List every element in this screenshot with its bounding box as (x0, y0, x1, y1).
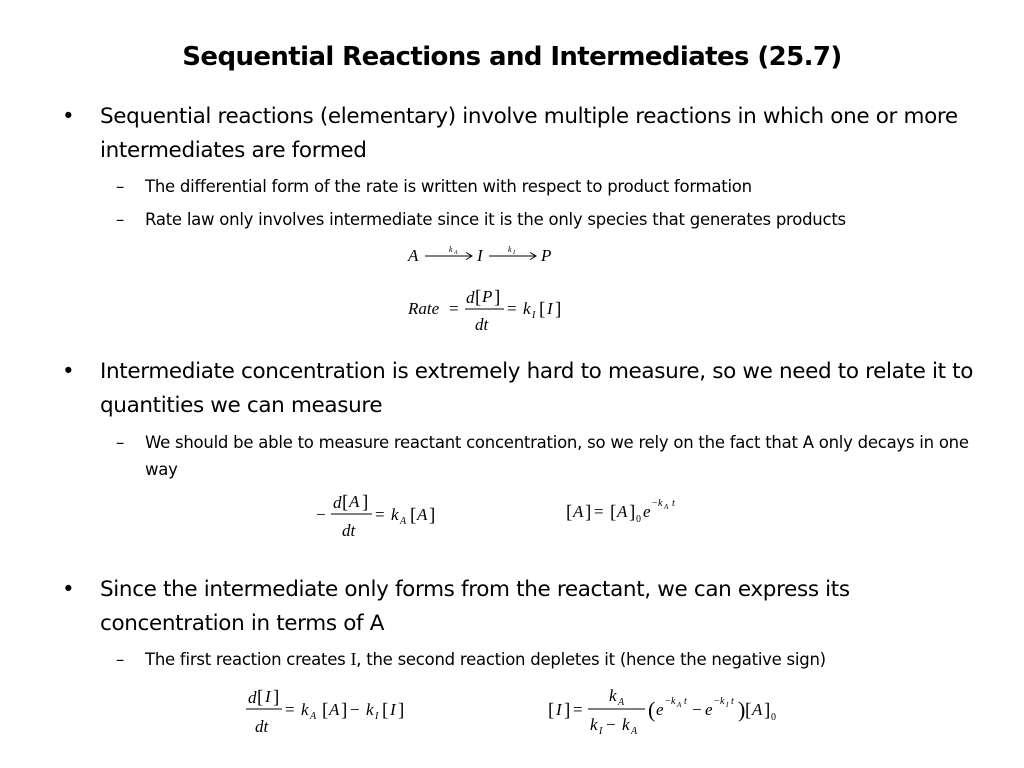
svg-text:): ) (738, 697, 746, 722)
svg-text:−: − (665, 696, 671, 707)
svg-text:k: k (523, 299, 531, 318)
svg-text:A: A (408, 246, 419, 265)
svg-text:]: ] (564, 700, 571, 721)
svg-text:]: ] (629, 502, 636, 523)
bullet-3-sub-1 (116, 646, 975, 673)
svg-text:−: − (652, 498, 658, 509)
svg-text:A: A (677, 701, 682, 709)
svg-text:[: [ (745, 700, 752, 721)
svg-text:−: − (606, 715, 616, 734)
svg-text:]: ] (362, 492, 369, 513)
svg-text:[: [ (382, 700, 389, 721)
bullet-1-sub-2-text: Rate law only involves intermediate since it is the only species that generates products (145, 210, 846, 229)
bullet-3-sub-1-text (145, 646, 975, 673)
svg-text:=: = (594, 502, 604, 521)
svg-text:[: [ (257, 687, 264, 708)
rate-law-equation (408, 282, 578, 336)
svg-text:[: [ (475, 287, 482, 308)
svg-text:=: = (285, 700, 295, 719)
svg-text:[: [ (322, 700, 329, 721)
svg-text:d: d (333, 493, 342, 512)
svg-text:P: P (541, 246, 552, 265)
bullet-1 (62, 100, 980, 168)
svg-text:−: − (350, 700, 360, 719)
sub-dash: – (116, 210, 124, 229)
svg-text:k: k (366, 700, 374, 719)
svg-text:[: [ (566, 502, 573, 523)
bullet-3-text: Since the intermediate only forms from the reactant, we can express its concentration in terms of A (100, 577, 850, 636)
svg-text:[: [ (539, 299, 546, 320)
svg-text:[: [ (410, 505, 417, 526)
sub-dash: – (116, 650, 124, 669)
svg-text:A: A (631, 726, 638, 737)
svg-text:d: d (248, 688, 257, 707)
svg-text:]: ] (429, 505, 436, 526)
svg-text:dt: dt (255, 717, 269, 736)
svg-text:P: P (482, 287, 493, 306)
svg-text:A: A (454, 250, 458, 256)
svg-text:A: A (573, 502, 584, 521)
svg-text:[: [ (548, 700, 555, 721)
intermediate-rate-equation (246, 682, 416, 740)
svg-text:t: t (684, 696, 687, 707)
intermediate-solution-equation (548, 682, 788, 740)
svg-text:=: = (449, 299, 459, 318)
svg-text:A: A (329, 700, 340, 719)
svg-text:A: A (664, 503, 669, 511)
svg-text:e: e (705, 700, 713, 719)
svg-text:dt: dt (342, 521, 356, 540)
sub-text-before: The first reaction creates (145, 650, 351, 669)
svg-text:A: A (617, 502, 628, 521)
svg-text:−: − (714, 696, 720, 707)
svg-text:=: = (375, 505, 385, 524)
bullet-2-text: Intermediate concentration is extremely hard to measure, so we need to relate it to quantities we can measure (100, 359, 974, 418)
svg-text:I: I (532, 310, 536, 321)
svg-text:]: ] (398, 700, 405, 721)
svg-text:I: I (599, 726, 603, 737)
svg-text:[: [ (342, 492, 349, 513)
bullet-1-text: Sequential reactions (elementary) involve multiple reactions in which one or more intermediates are formed (100, 104, 958, 163)
svg-text:t: t (672, 498, 675, 509)
svg-text:t: t (731, 696, 734, 707)
svg-text:A: A (310, 711, 317, 722)
svg-text:−: − (316, 505, 326, 524)
bullet-dot: • (62, 577, 75, 602)
svg-text:k: k (658, 498, 663, 509)
svg-text:=: = (507, 299, 517, 318)
svg-text:A: A (752, 700, 763, 719)
reaction-scheme-equation (405, 238, 565, 268)
svg-text:A: A (349, 492, 360, 511)
svg-text:I: I (513, 250, 515, 256)
bullet-dot: • (62, 359, 75, 384)
svg-text:]: ] (494, 287, 501, 308)
bullet-1-sub-1-text: The differential form of the rate is written with respect to product formation (145, 177, 752, 196)
svg-text:I: I (390, 700, 396, 719)
bullet-2-sub-1-text: We should be able to measure reactant concentration, so we rely on the fact that A only decays in one way (145, 433, 969, 479)
sub-dash: – (116, 433, 124, 452)
svg-text:e: e (643, 502, 651, 521)
bullet-3 (62, 573, 980, 641)
intermediate-symbol: I (350, 649, 357, 669)
svg-text:I: I (265, 687, 271, 706)
svg-text:]: ] (585, 502, 592, 523)
sub-text-after: , the second reaction depletes it (hence the negative sign) (356, 650, 826, 669)
svg-text:A: A (400, 516, 407, 527)
svg-text:k: k (391, 505, 399, 524)
svg-text:]: ] (341, 700, 348, 721)
svg-text:k: k (449, 245, 453, 254)
svg-text:[: [ (610, 502, 617, 523)
svg-text:dt: dt (475, 315, 489, 334)
bullet-1-sub-2 (116, 206, 975, 233)
slide-title: Sequential Reactions and Intermediates (25.7) (182, 42, 842, 72)
svg-text:A: A (417, 505, 428, 524)
svg-text:Rate: Rate (408, 299, 440, 318)
svg-text:]: ] (273, 687, 280, 708)
svg-text:]: ] (764, 700, 771, 721)
bullet-1-sub-1 (116, 173, 975, 200)
svg-text:k: k (301, 700, 309, 719)
svg-text:(: ( (648, 697, 656, 722)
svg-text:0: 0 (636, 514, 641, 525)
svg-text:d: d (466, 288, 475, 307)
svg-text:A: A (618, 697, 625, 708)
sub-dash: – (116, 177, 124, 196)
bullet-dot: • (62, 104, 75, 129)
svg-text:I: I (726, 701, 729, 709)
svg-text:k: k (508, 245, 512, 254)
decay-rate-equation (316, 487, 456, 543)
decay-solution-equation (566, 494, 696, 530)
svg-text:k: k (609, 686, 617, 705)
svg-text:k: k (622, 715, 630, 734)
svg-text:k: k (720, 696, 725, 707)
svg-text:k: k (590, 715, 598, 734)
svg-text:I: I (547, 299, 553, 318)
svg-text:0: 0 (771, 712, 776, 723)
bullet-2 (62, 355, 980, 423)
svg-text:]: ] (555, 299, 562, 320)
svg-text:=: = (573, 700, 583, 719)
svg-text:−: − (692, 700, 702, 719)
svg-text:e: e (656, 700, 664, 719)
svg-text:k: k (671, 696, 676, 707)
bullet-2-sub-1 (116, 429, 975, 483)
svg-text:I: I (477, 246, 483, 265)
svg-text:I: I (556, 700, 562, 719)
svg-text:I: I (375, 711, 379, 722)
